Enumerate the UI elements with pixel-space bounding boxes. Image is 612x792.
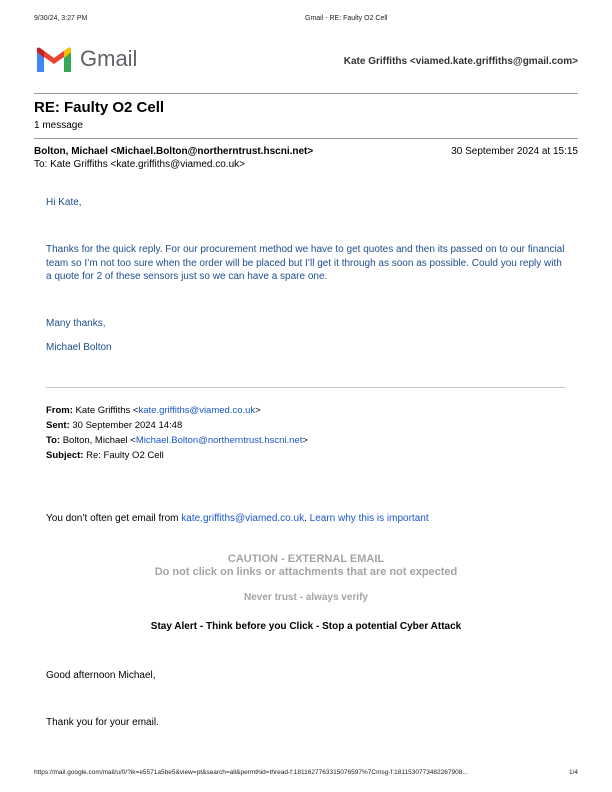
caution-line: Do not click on links or attachments that are not expected	[154, 566, 458, 578]
quoted-subject-label: Subject:	[46, 450, 84, 461]
learn-why-link[interactable]: Learn why this is important	[309, 513, 429, 524]
gmail-logo-icon	[34, 46, 74, 74]
gmail-wordmark: Gmail	[80, 46, 138, 71]
print-url: https://mail.google.com/mail/u/0/?ik=e5571a5be5&view=pt&search=all&permthid=thread-f:1811627763315076597%7Cmsg-f:1811530773482267908...	[34, 769, 468, 776]
page-number: 1/4	[568, 769, 578, 776]
external-sender-notice	[46, 513, 429, 524]
quoted-to-close: >	[302, 435, 308, 446]
message-to: To: Kate Griffiths <kate.griffiths@viamed.co.uk>	[34, 159, 245, 170]
notice-suffix: .	[304, 513, 310, 524]
message-thanks: Many thanks,	[46, 318, 106, 329]
message-body: Thanks for the quick reply. For our procurement method we have to get quotes and then its passed on to our financial team so I’m not too sure when the order will be placed but I’ll get it through as soon as possible. Could you reply with a quote for 2 of these sensors just so we can have a spare one.	[46, 244, 565, 282]
quoted-from	[46, 405, 261, 416]
message-count: 1 message	[34, 120, 83, 131]
quoted-to-email-link[interactable]: Michael.Bolton@northerntrust.hscni.net	[135, 435, 303, 446]
message-greeting: Hi Kate,	[46, 197, 82, 208]
quoted-from-label: From:	[46, 405, 73, 416]
quoted-to	[46, 435, 308, 446]
quoted-to-name: Bolton, Michael <	[60, 435, 136, 446]
quoted-sent	[46, 420, 182, 431]
quoted-sent-value: 30 September 2024 14:48	[69, 420, 183, 431]
quoted-subject	[46, 450, 164, 461]
thread-divider	[34, 138, 578, 139]
caution-title: CAUTION - EXTERNAL EMAIL	[227, 553, 385, 565]
header-divider	[34, 93, 578, 94]
message-from: Bolton, Michael <Michael.Bolton@northerntrust.hscni.net>	[34, 146, 314, 157]
quoted-to-label: To:	[46, 435, 61, 446]
message-date: 30 September 2024 at 15:15	[451, 146, 578, 157]
account-email: Kate Griffiths <viamed.kate.griffiths@gmail.com>	[343, 56, 578, 67]
caution-never: Never trust - always verify	[244, 592, 368, 603]
quote-divider	[46, 387, 566, 388]
reply-greeting: Good afternoon Michael,	[46, 670, 156, 681]
print-datetime: 9/30/24, 3:27 PM	[34, 15, 88, 22]
notice-prefix: You don’t often get email from	[46, 513, 182, 524]
thread-subject: RE: Faulty O2 Cell	[34, 99, 165, 116]
quoted-from-close: >	[255, 405, 261, 416]
quoted-sent-label: Sent:	[46, 420, 70, 431]
print-title: Gmail - RE: Faulty O2 Cell	[305, 15, 388, 22]
notice-email-link[interactable]: kate.griffiths@viamed.co.uk	[181, 513, 305, 524]
reply-thanks: Thank you for your email.	[46, 717, 159, 728]
quoted-subject-value: Re: Faulty O2 Cell	[83, 450, 164, 461]
message-signature: Michael Bolton	[46, 342, 112, 353]
quoted-from-email-link[interactable]: kate.griffiths@viamed.co.uk	[138, 405, 256, 416]
caution-alert: Stay Alert - Think before you Click - Stop a potential Cyber Attack	[150, 621, 462, 632]
quoted-from-name: Kate Griffiths <	[72, 405, 139, 416]
